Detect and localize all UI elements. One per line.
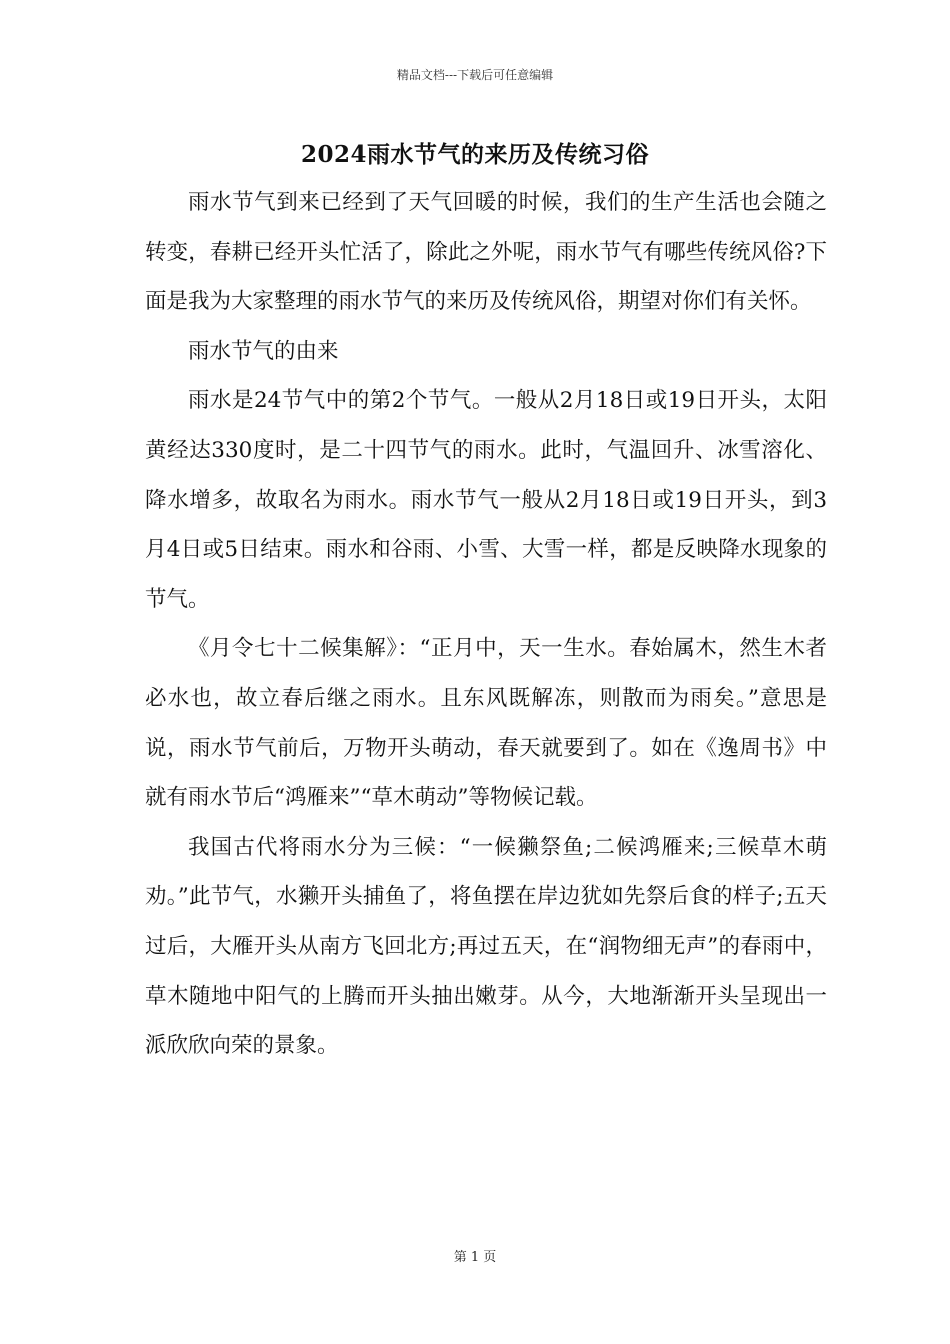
section-heading-origin: 雨水节气的由来: [188, 338, 339, 364]
paragraph-quote: 《月令七十二候集解》：“正月中，天一生水。春始属木，然生木者必水也，故立春后继之雨水。且东风既解冻，则散而为雨矣。”意思是说，雨水节气前后，万物开头萌动，春天就要到了。如在《逸周书》中就有雨水节后“鸿雁来”“草木萌动”等物候记载。: [145, 636, 827, 811]
paragraph-origin: 雨水是24节气中的第2个节气。一般从2月18日或19日开头，太阳黄经达330度时，是二十四节气的雨水。此时，气温回升、冰雪溶化、降水增多，故取名为雨水。雨水节气一般从2月18日或19日开头，到3月4日或5日结束。雨水和谷雨、小雪、大雪一样，都是反映降水现象的节气。: [145, 388, 827, 612]
page-number: 第 1 页: [453, 1250, 497, 1265]
header-note: 精品文档---下载后可任意编辑: [396, 68, 554, 82]
document-title: 2024雨水节气的来历及传统习俗: [300, 141, 649, 168]
document-body: [145, 178, 827, 1071]
paragraph-three-phases: 我国古代将雨水分为三候：“一候獭祭鱼;二候鸿雁来;三候草木萌劝。”此节气，水獭开头捕鱼了，将鱼摆在岸边犹如先祭后食的样子;五天过后，大雁开头从南方飞回北方;再过五天，在“润物细无声”的春雨中，草木随地中阳气的上腾而开头抽出嫩芽。从今，大地渐渐开头呈现出一派欣欣向荣的景象。: [145, 834, 827, 1059]
paragraph-intro: 雨水节气到来已经到了天气回暖的时候，我们的生产生活也会随之转变，春耕已经开头忙活了，除此之外呢，雨水节气有哪些传统风俗?下面是我为大家整理的雨水节气的来历及传统风俗，期望对你们有关怀。: [145, 190, 827, 315]
